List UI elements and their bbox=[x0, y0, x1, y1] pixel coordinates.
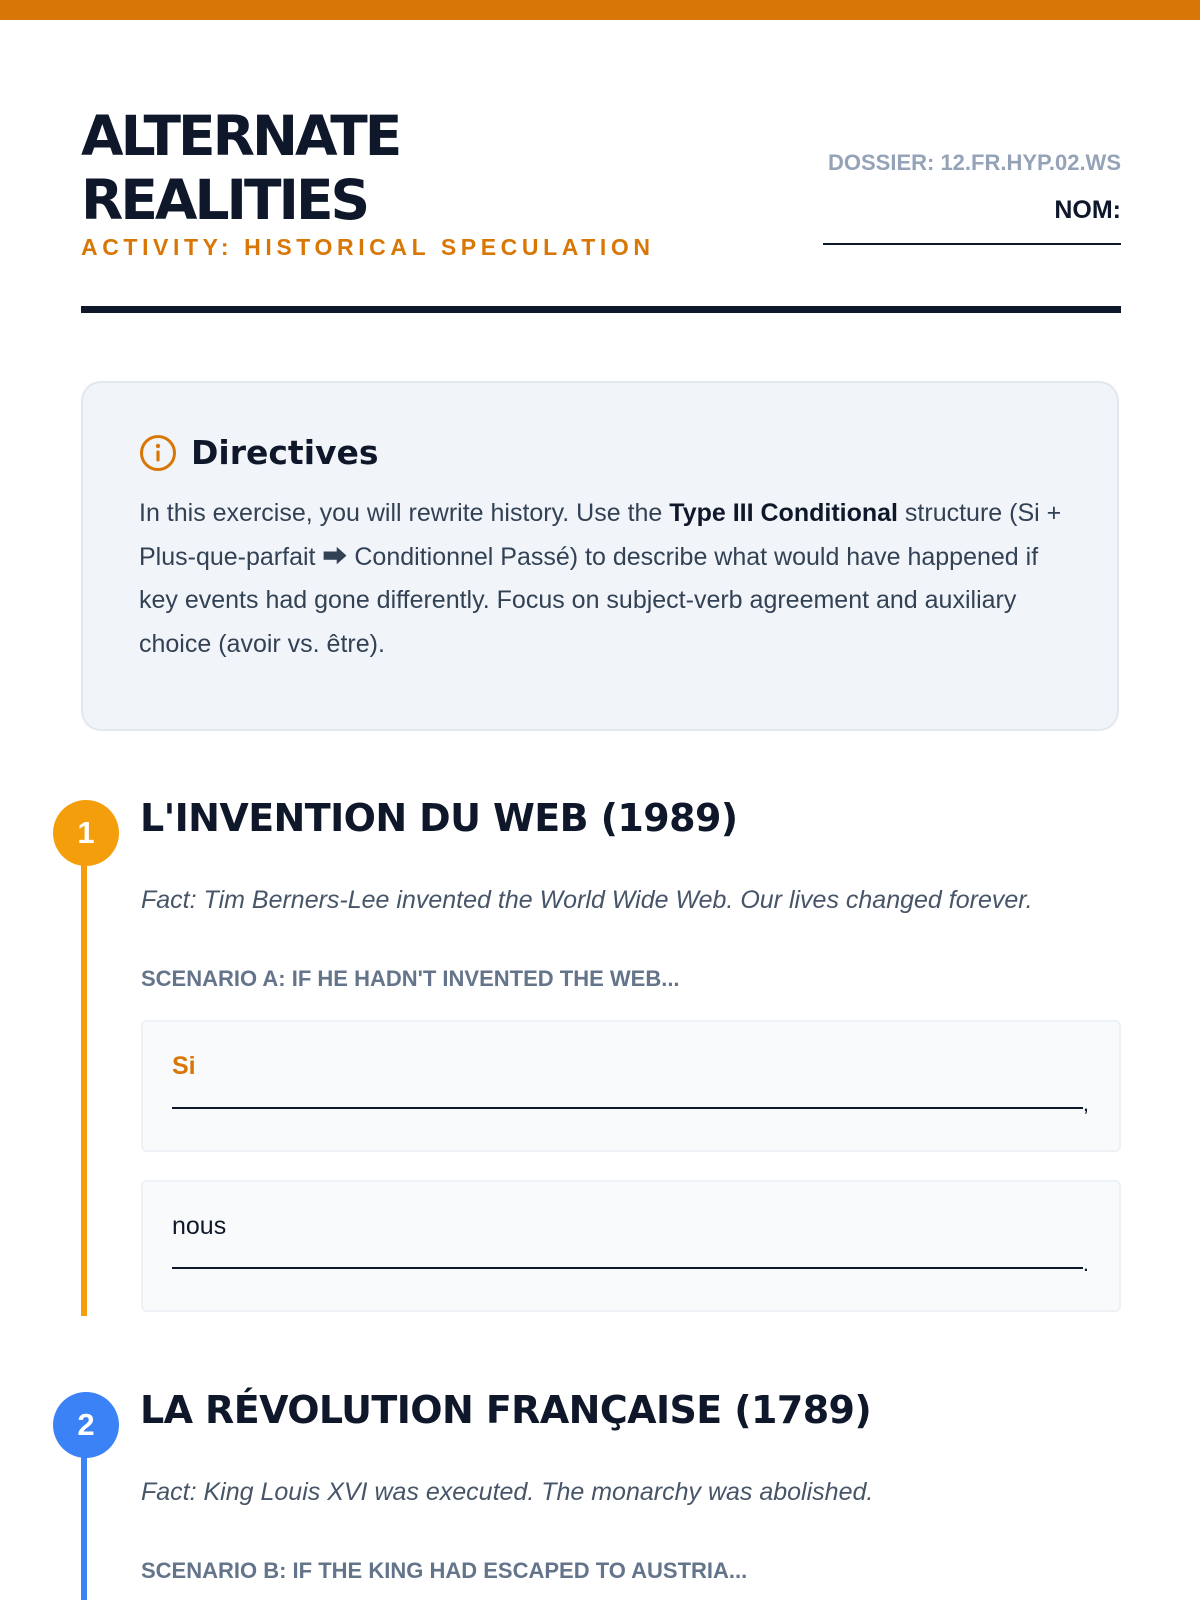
directives-title: Directives bbox=[191, 433, 379, 472]
directives-text-part: structure (Si + Plus-que-parfait ⮕ Conditionnel Passé) to describe what would have happened if key events had gone differently. Focus on subject-verb agreement and auxiliary choice (avoir vs. être). bbox=[139, 499, 1062, 658]
top-accent-bar bbox=[0, 0, 1200, 20]
directives-text bbox=[139, 492, 1062, 666]
section-1-number-badge: 1 bbox=[53, 800, 119, 866]
answer-end-punctuation: . bbox=[1082, 1251, 1089, 1276]
name-label: NOM: bbox=[1054, 196, 1121, 224]
header-meta bbox=[823, 150, 1121, 245]
section-2-scenario: SCENARIO B: IF THE KING HAD ESCAPED TO AUSTRIA... bbox=[141, 1558, 748, 1583]
name-field[interactable] bbox=[823, 243, 1121, 245]
answer-blank[interactable] bbox=[172, 1267, 1083, 1269]
exercise-section-1 bbox=[0, 796, 1200, 1316]
page-title-line-1: ALTERNATE bbox=[81, 104, 400, 168]
dossier-code: DOSSIER: 12.FR.HYP.02.WS bbox=[827, 150, 1121, 175]
answer-line-nous[interactable] bbox=[172, 1253, 1089, 1275]
exercise-section-2 bbox=[0, 1388, 1200, 1600]
answer-end-punctuation: , bbox=[1082, 1091, 1089, 1116]
answer-box-result-clause[interactable] bbox=[141, 1180, 1121, 1312]
page-title-line-2: REALITIES bbox=[81, 168, 368, 232]
answer-box-si-clause[interactable] bbox=[141, 1020, 1121, 1152]
section-1-title: L'INVENTION DU WEB (1989) bbox=[140, 796, 738, 840]
answer-line-si[interactable] bbox=[172, 1093, 1089, 1115]
section-2-fact: Fact: King Louis XVI was executed. The monarchy was abolished. bbox=[141, 1478, 874, 1506]
worksheet-header bbox=[81, 104, 1121, 316]
section-1-scenario: SCENARIO A: IF HE HADN'T INVENTED THE WEB... bbox=[141, 966, 680, 991]
directives-emphasis: Type III Conditional bbox=[669, 499, 898, 527]
directives-heading bbox=[139, 433, 1062, 472]
activity-subtitle: ACTIVITY: HISTORICAL SPECULATION bbox=[81, 234, 655, 260]
answer-blank[interactable] bbox=[172, 1107, 1083, 1109]
section-1-timeline bbox=[81, 834, 87, 1316]
directives-text-part: In this exercise, you will rewrite history. Use the bbox=[139, 499, 670, 527]
header-divider bbox=[81, 306, 1121, 313]
section-2-number-badge: 2 bbox=[53, 1392, 119, 1458]
section-1-fact: Fact: Tim Berners-Lee invented the World Wide Web. Our lives changed forever. bbox=[141, 886, 1033, 914]
section-2-title: LA RÉVOLUTION FRANÇAISE (1789) bbox=[140, 1388, 872, 1432]
info-icon bbox=[139, 434, 177, 472]
answer-prompt-nous: nous bbox=[172, 1212, 227, 1240]
answer-prompt-si: Si bbox=[172, 1052, 196, 1080]
directives-box bbox=[81, 381, 1119, 731]
